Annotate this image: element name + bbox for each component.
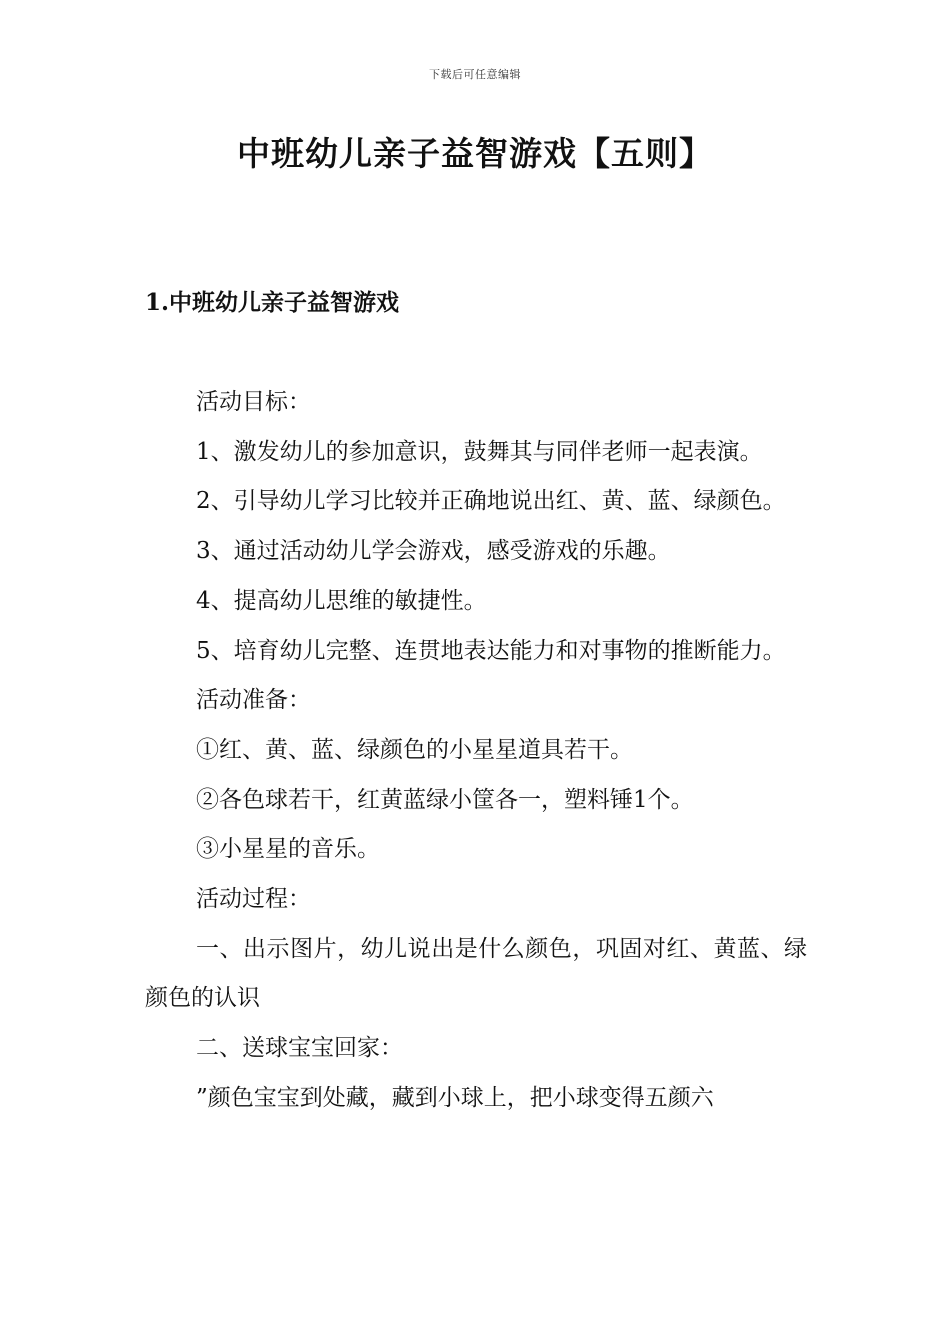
paragraph-process-1: 一、出示图片，幼儿说出是什么颜色，巩固对红、黄蓝、绿颜色的认识 [145,935,807,1012]
paragraph-objective-4: 4、提高幼儿思维的敏捷性。 [196,587,487,614]
paragraph-preparation-2: ②各色球若干，红黄蓝绿小筐各一，塑料锤1个。 [196,786,694,813]
paragraph-process-2: 二、送球宝宝回家： [196,1035,403,1062]
paragraph-objective-1: 1、激发幼儿的参加意识，鼓舞其与同伴老师一起表演。 [196,438,763,465]
paragraph-preparation-1: ①红、黄、蓝、绿颜色的小星星道具若干。 [196,736,633,763]
section-heading: 1.中班幼儿亲子益智游戏 [145,289,400,316]
paragraph-objective-2: 2、引导幼儿学习比较并正确地说出红、黄、蓝、绿颜色。 [196,488,786,515]
paragraph-process-2-text: ”颜色宝宝到处藏，藏到小球上，把小球变得五颜六 [196,1084,714,1111]
paragraph-objectives-heading: 活动目标： [196,389,311,415]
paragraph-objective-3: 3、通过活动幼儿学会游戏，感受游戏的乐趣。 [196,538,671,565]
paragraph-preparation-3: ③小星星的音乐。 [196,836,380,863]
header-note: 下载后可任意编辑 [429,68,521,81]
paragraph-objective-5: 5、培育幼儿完整、连贯地表达能力和对事物的推断能力。 [196,637,786,664]
paragraph-preparation-heading: 活动准备： [196,687,311,714]
document-title: 中班幼儿亲子益智游戏【五则】 [237,134,713,173]
document-body [145,378,807,1124]
paragraph-process-heading: 活动过程： [196,886,311,913]
